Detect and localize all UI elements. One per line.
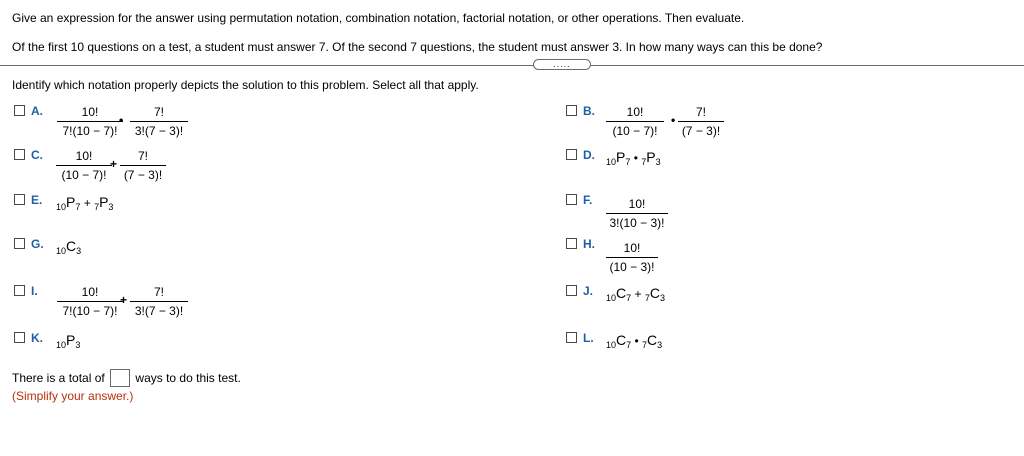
option-f-fraction	[606, 197, 668, 230]
simplify-hint: (Simplify your answer.)	[12, 389, 134, 403]
option-e-letter: E.	[31, 193, 43, 207]
option-h-letter: H.	[583, 237, 595, 251]
option-e-expression	[56, 194, 113, 210]
option-i-numerator-1: 10!	[81, 285, 99, 299]
option-l-checkbox[interactable]	[566, 332, 577, 343]
option-d-symbol-1: P	[616, 149, 626, 165]
option-i-checkbox[interactable]	[14, 285, 25, 296]
option-e-sub-2: 3	[108, 202, 114, 212]
option-f-checkbox[interactable]	[566, 194, 577, 205]
option-l-symbol-1: C	[616, 332, 627, 348]
option-h-numerator: 10!	[623, 241, 641, 255]
option-a-numerator-1: 10!	[81, 105, 99, 119]
option-c-fraction-1	[56, 149, 112, 182]
instruction-text: Give an expression for the answer using permutation notation, combination notation, factorial notation, or other operations. Then evaluate.	[12, 11, 745, 25]
option-g-letter: G.	[31, 237, 44, 251]
option-d-sub-2: 3	[655, 157, 661, 167]
option-k-pre-1: 10	[56, 340, 67, 350]
option-f-letter: F.	[583, 193, 593, 207]
option-l-symbol-2: C	[647, 332, 658, 348]
option-d-pre-2: 7	[641, 157, 647, 167]
option-b-fraction-1	[606, 105, 664, 138]
option-e-checkbox[interactable]	[14, 194, 25, 205]
option-j-checkbox[interactable]	[566, 285, 577, 296]
option-i-denominator-2: 3!(7 − 3)!	[130, 301, 188, 318]
option-d-operator: •	[630, 151, 642, 165]
option-l-pre-1: 10	[606, 340, 617, 350]
option-j-sub-1: 7	[626, 293, 632, 303]
option-h-denominator: (10 − 3)!	[606, 257, 658, 274]
option-j-sub-2: 3	[659, 293, 665, 303]
answer-prefix: There is a total of	[12, 371, 105, 386]
option-i-letter: I.	[31, 284, 38, 298]
option-e-symbol-2: P	[99, 194, 109, 210]
option-h-fraction	[606, 241, 658, 274]
option-k-checkbox[interactable]	[14, 332, 25, 343]
option-j-symbol-1: C	[616, 285, 627, 301]
option-g-sub-1: 3	[76, 246, 82, 256]
option-c-fraction-2	[120, 149, 166, 182]
option-d-letter: D.	[583, 148, 595, 162]
option-a-checkbox[interactable]	[14, 105, 25, 116]
answer-line	[12, 370, 241, 388]
option-a-denominator-1: 7!(10 − 7)!	[57, 121, 123, 138]
option-k-letter: K.	[31, 331, 43, 345]
option-a-letter: A.	[31, 104, 43, 118]
option-g-symbol-1: C	[66, 238, 77, 254]
option-k-expression	[56, 332, 80, 348]
option-b-letter: B.	[583, 104, 595, 118]
option-b-numerator-2: 7!	[695, 105, 706, 119]
option-b-denominator-2: (7 − 3)!	[678, 121, 724, 138]
option-i-denominator-1: 7!(10 − 7)!	[57, 301, 123, 318]
option-k-symbol-1: P	[66, 332, 76, 348]
option-l-letter: L.	[583, 331, 594, 345]
option-d-checkbox[interactable]	[566, 149, 577, 160]
option-f-numerator: 10!	[628, 197, 646, 211]
answer-input[interactable]	[110, 369, 130, 387]
option-i-operator: +	[120, 293, 128, 307]
option-l-operator: •	[631, 334, 643, 348]
option-l-pre-2: 7	[642, 340, 648, 350]
option-l-expression	[606, 332, 662, 348]
option-b-checkbox[interactable]	[566, 105, 577, 116]
answer-suffix: ways to do this test.	[135, 371, 241, 386]
option-g-expression	[56, 238, 81, 254]
option-a-denominator-2: 3!(7 − 3)!	[130, 121, 188, 138]
option-e-symbol-1: P	[66, 194, 76, 210]
option-c-denominator-2: (7 − 3)!	[120, 165, 166, 182]
option-c-checkbox[interactable]	[14, 149, 25, 160]
option-j-operator: +	[631, 287, 645, 301]
option-j-letter: J.	[583, 284, 594, 298]
option-g-checkbox[interactable]	[14, 238, 25, 249]
option-c-operator: +	[110, 157, 118, 171]
option-b-operator: •	[671, 113, 676, 127]
option-i-numerator-2: 7!	[153, 285, 164, 299]
option-a-operator: •	[119, 113, 124, 127]
option-b-numerator-1: 10!	[626, 105, 644, 119]
option-e-pre-1: 10	[56, 202, 67, 212]
option-l-sub-2: 3	[657, 340, 663, 350]
option-k-sub-1: 3	[75, 340, 81, 350]
option-l-sub-1: 7	[626, 340, 632, 350]
option-e-sub-1: 7	[75, 202, 81, 212]
prompt-text: Identify which notation properly depicts the solution to this problem. Select all that apply.	[12, 78, 479, 92]
option-i-fraction-2	[130, 285, 188, 318]
option-j-pre-1: 10	[606, 293, 617, 303]
option-c-numerator-1: 10!	[75, 149, 93, 163]
option-d-expression	[606, 149, 661, 165]
option-a-fraction-2	[130, 105, 188, 138]
option-e-operator: +	[80, 196, 95, 210]
option-a-fraction-1	[57, 105, 123, 138]
divider	[0, 65, 1024, 66]
option-h-checkbox[interactable]	[566, 238, 577, 249]
option-c-denominator-1: (10 − 7)!	[56, 165, 112, 182]
option-b-fraction-2	[678, 105, 724, 138]
option-d-pre-1: 10	[606, 157, 617, 167]
option-e-pre-2: 7	[94, 202, 100, 212]
option-d-sub-1: 7	[625, 157, 631, 167]
option-j-symbol-2: C	[649, 285, 660, 301]
expand-toggle-button[interactable]: .....	[533, 59, 591, 70]
option-c-letter: C.	[31, 148, 43, 162]
option-d-symbol-2: P	[646, 149, 656, 165]
option-g-pre-1: 10	[56, 246, 67, 256]
option-f-denominator: 3!(10 − 3)!	[606, 213, 668, 230]
option-b-denominator-1: (10 − 7)!	[606, 121, 664, 138]
option-j-expression	[606, 285, 665, 301]
option-i-fraction-1	[57, 285, 123, 318]
question-text: Of the first 10 questions on a test, a student must answer 7. Of the second 7 questions, the student must answer 3. In how many ways can this be done?	[12, 40, 823, 54]
option-c-numerator-2: 7!	[137, 149, 148, 163]
option-a-numerator-2: 7!	[153, 105, 164, 119]
option-j-pre-2: 7	[644, 293, 650, 303]
